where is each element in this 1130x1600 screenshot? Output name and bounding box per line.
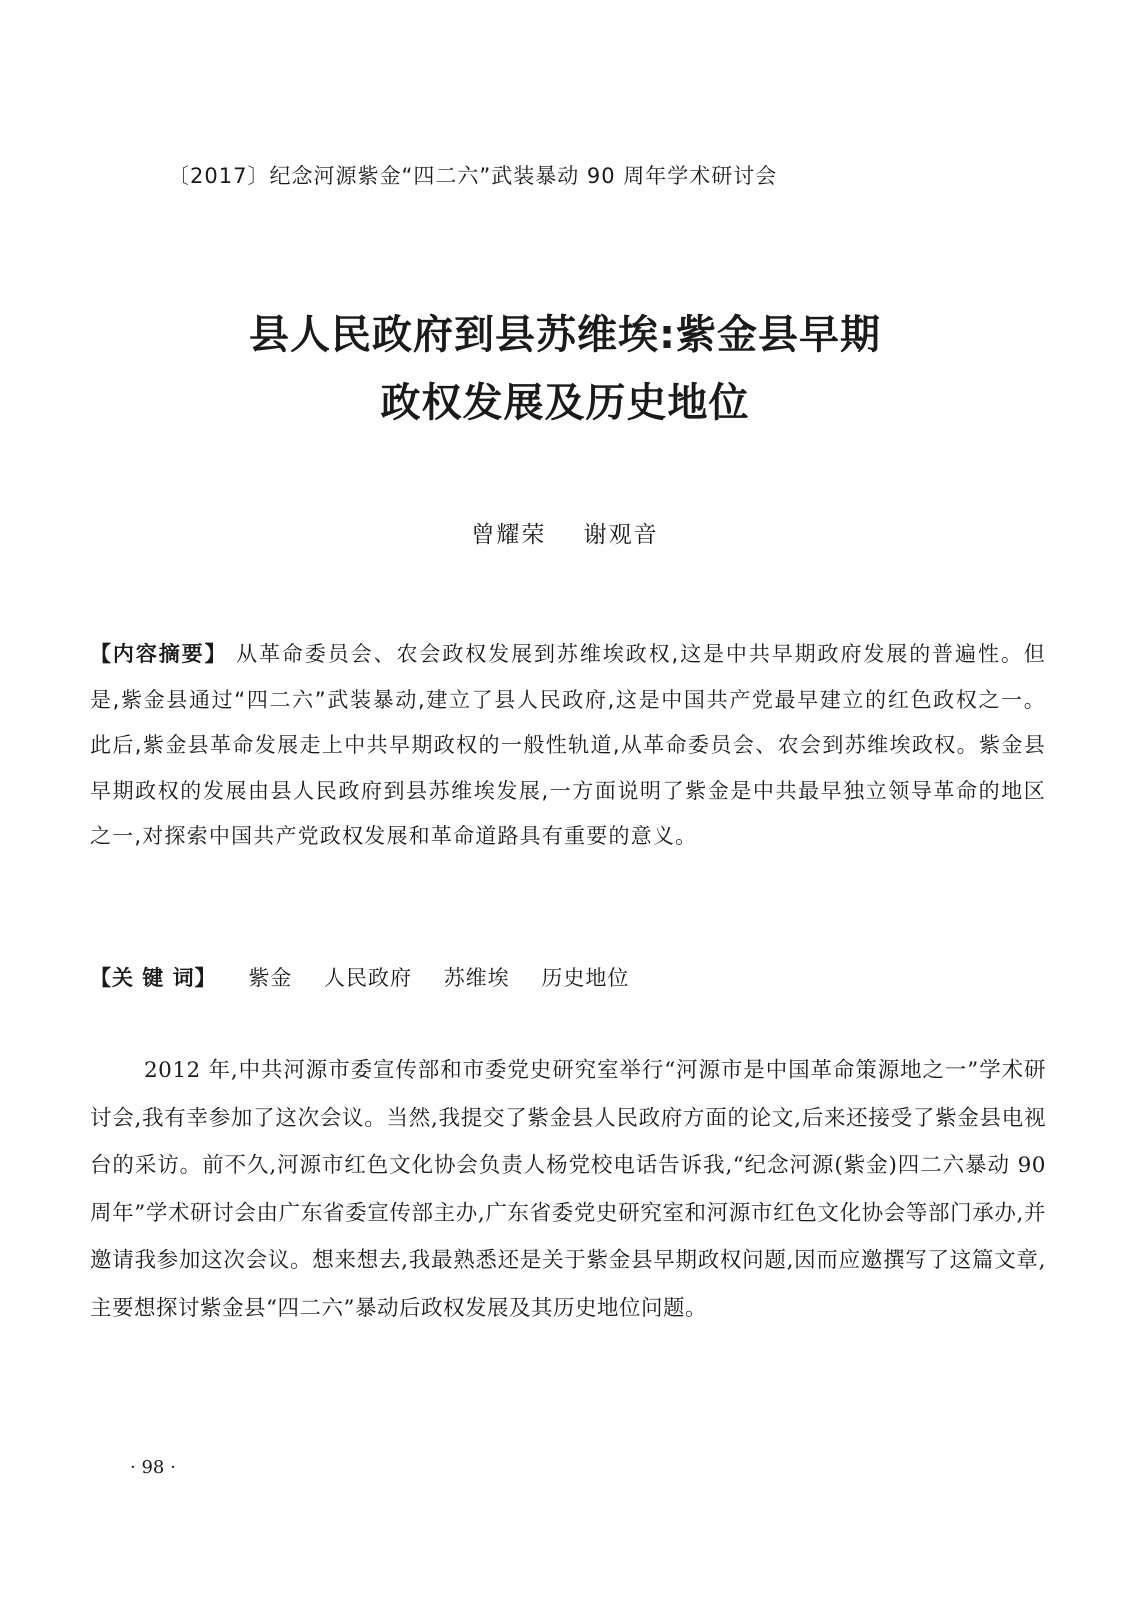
paper-title-line-1: 县人民政府到县苏维埃:紫金县早期: [249, 312, 881, 358]
keywords-label: 【关 键 词】: [90, 966, 217, 990]
page-number: · 98 ·: [130, 1457, 176, 1478]
abstract-label: 【内容摘要】: [90, 642, 228, 666]
keyword: 紫金: [248, 966, 293, 990]
keywords: [90, 962, 629, 992]
keyword: 人民政府: [324, 966, 412, 990]
body-paragraph: 2012 年,中共河源市委宣传部和市委党史研究室举行“河源市是中国革命策源地之一”学术研讨会,我有幸参加了这次会议。当然,我提交了紫金县人民政府方面的论文,后来还接受了紫金县电视台的采访。前不久,河源市红色文化协会负责人杨党校电话告诉我,“纪念河源(紫金)四二六暴动 90 周年”学术研讨会由广东省委宣传部主办,广东省委党史研究室和河源市红色文化协会等部门承办,并邀请我参加这次会议。想来想去,我最熟悉还是关于紫金县早期政权问题,因而应邀撰写了这篇文章,主要想探讨紫金县“四二六”暴动后政权发展及其历史地位问题。: [90, 1058, 1046, 1321]
authors: 曾耀荣 谢观音: [471, 522, 659, 548]
series-header: 〔2017〕纪念河源紫金“四二六”武装暴动 90 周年学术研讨会: [168, 164, 778, 188]
keyword: 苏维埃: [443, 966, 510, 990]
abstract-text: 从革命委员会、农会政权发展到苏维埃政权,这是中共早期政府发展的普遍性。但是,紫金县通过“四二六”武装暴动,建立了县人民政府,这是中国共产党最早建立的红色政权之一。此后,紫金县革命发展走上中共早期政权的一般性轨道,从革命委员会、农会到苏维埃政权。紫金县早期政权的发展由县人民政府到县苏维埃发展,一方面说明了紫金是中共最早独立领导革命的地区之一,对探索中国共产党政权发展和革命道路具有重要的意义。: [90, 642, 1046, 848]
paper-title-line-2: 政权发展及历史地位: [380, 380, 750, 426]
abstract: [90, 632, 1046, 860]
keyword: 历史地位: [541, 966, 630, 990]
